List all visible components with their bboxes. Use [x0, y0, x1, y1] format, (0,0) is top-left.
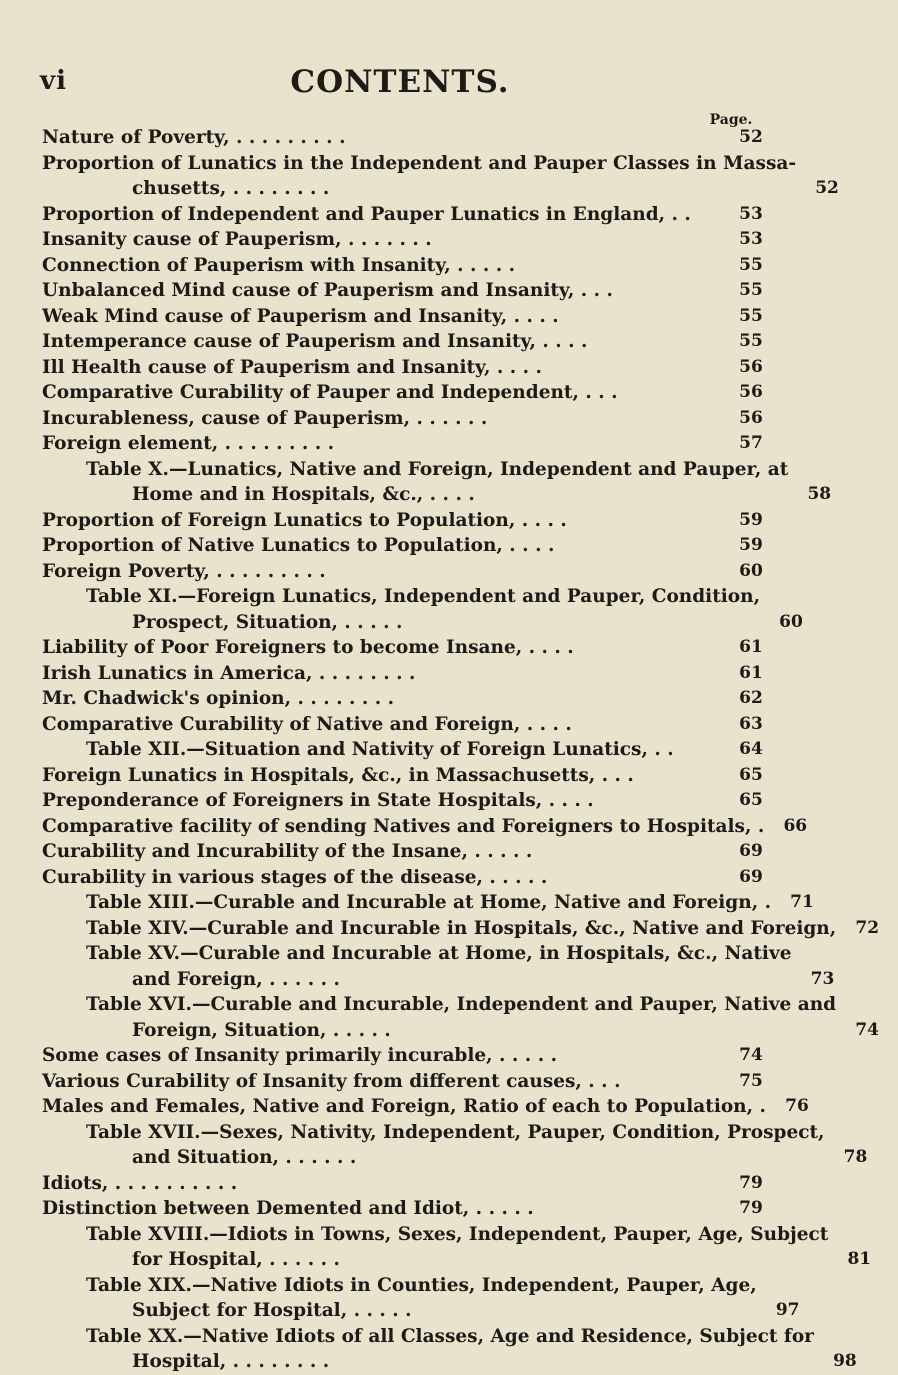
toc-entry-line: Proportion of Independent and Pauper Lunatics in England, . . — [42, 203, 691, 225]
toc-entry-title — [86, 890, 771, 916]
toc-entry-line: Curability and Incurability of the Insane, . . . . . — [42, 841, 533, 862]
toc-entry-line: Mr. Chadwick's opinion, . . . . . . . . — [42, 688, 395, 709]
toc-entry-title — [86, 916, 836, 942]
toc-entry-line: Incurableness, cause of Pauperism, . . . . . . — [42, 407, 488, 429]
toc-entry-line: Distinction between Demented and Idiot, . . . . . — [42, 1198, 534, 1219]
toc-entry-line: Connection of Pauperism with Insanity, . . . . . — [42, 254, 516, 276]
toc-entry-page: 65 — [739, 790, 763, 810]
toc-entry — [86, 457, 832, 508]
toc-entry-page: 55 — [739, 331, 763, 351]
toc-entry-line: Preponderance of Foreigners in State Hospitals, . . . . — [42, 790, 594, 811]
toc-entry-line: Males and Females, Native and Foreign, Ratio of each to Population, . — [42, 1096, 766, 1117]
toc-entry-page: 53 — [739, 203, 763, 224]
toc-entry-line: and Foreign, . . . . . . — [132, 968, 340, 990]
toc-entry-line: Irish Lunatics in America, . . . . . . . . — [42, 662, 416, 684]
toc-entry-line: Intemperance cause of Pauperism and Insanity, . . . . — [42, 331, 588, 352]
toc-entry-page: 53 — [739, 229, 763, 249]
toc-entry-line: Table XI.—Foreign Lunatics, Independent and Pauper, Condition, — [86, 586, 761, 607]
toc-entry-line: Table X.—Lunatics, Native and Foreign, Independent and Pauper, at — [86, 458, 789, 480]
toc-entry-line: Liability of Poor Foreigners to become Insane, . . . . — [42, 637, 574, 658]
toc-entry-title — [42, 253, 720, 279]
toc-entry — [42, 329, 782, 355]
toc-entry-title — [86, 737, 720, 763]
toc-entry-page: 74 — [739, 1045, 763, 1065]
toc-entry-title — [86, 1222, 828, 1273]
toc-entry-page: 58 — [807, 484, 832, 504]
page-number: vi — [40, 66, 67, 96]
toc-entry-line: Table XIII.—Curable and Incurable at Home, Native and Foreign, . — [86, 892, 772, 913]
toc-entry-title — [42, 1094, 766, 1120]
toc-entry — [86, 1273, 800, 1324]
toc-entry — [42, 788, 782, 814]
toc-entry-title — [86, 457, 788, 508]
toc-entry-title — [42, 533, 720, 559]
toc-entry-line: Table XII.—Situation and Nativity of Foreign Lunatics, . . — [86, 739, 674, 760]
toc-entry-page: 65 — [739, 764, 763, 785]
toc-entry-line: Various Curability of Insanity from different causes, . . . — [42, 1070, 621, 1092]
toc-entry — [42, 406, 782, 432]
toc-entry — [42, 661, 782, 687]
toc-entry-page: 56 — [739, 356, 763, 377]
toc-entry-line: Foreign Lunatics in Hospitals, &c., in Massachusetts, . . . — [42, 764, 634, 786]
toc-entry-line: Table XIV.—Curable and Incurable in Hospitals, &c., Native and Foreign, — [86, 917, 837, 939]
toc-entry — [86, 737, 782, 763]
toc-entry-line: Prospect, Situation, . . . . . — [132, 611, 403, 633]
toc-entry — [86, 890, 814, 916]
toc-entry-line: Comparative facility of sending Natives and Foreigners to Hospitals, . — [42, 815, 765, 837]
toc-entry — [42, 278, 782, 304]
toc-entry — [42, 1094, 809, 1120]
toc-entry — [42, 1196, 782, 1222]
toc-entry-page: 64 — [739, 739, 763, 759]
toc-entry-title — [42, 329, 720, 355]
toc-entry-line: Comparative Curability of Native and Foreign, . . . . — [42, 713, 572, 735]
toc-entry-page: 72 — [855, 917, 880, 938]
toc-entry-page: 57 — [739, 433, 763, 453]
toc-entry-title — [42, 661, 720, 687]
toc-entry-line: Proportion of Native Lunatics to Population, . . . . — [42, 535, 555, 556]
toc-entry-title — [42, 865, 720, 891]
toc-entry-page: 97 — [775, 1300, 800, 1320]
toc-entry-page: 79 — [739, 1172, 763, 1193]
toc-entry-line: Ill Health cause of Pauperism and Insanity, . . . . — [42, 356, 542, 378]
toc-entry-line: Proportion of Lunatics in the Independent and Pauper Classes in Massa- — [42, 152, 797, 174]
toc-entry-page: 69 — [739, 841, 763, 861]
toc-entry-line: Subject for Hospital, . . . . . — [132, 1300, 412, 1321]
toc-entry — [42, 151, 839, 202]
toc-entry — [42, 814, 808, 840]
toc-entry-line: Home and in Hospitals, &c., . . . . — [132, 484, 475, 505]
toc-entry-page: 55 — [739, 280, 763, 300]
toc-entry-page: 52 — [815, 178, 839, 198]
toc-entry — [42, 533, 782, 559]
toc-entry-page: 62 — [739, 688, 763, 708]
toc-entry-page: 69 — [739, 866, 763, 887]
toc-entry-line: Hospital, . . . . . . . . — [132, 1351, 330, 1372]
toc-entry-line: Table XIX.—Native Idiots in Counties, Independent, Pauper, Age, — [86, 1274, 757, 1296]
toc-entry-title — [86, 941, 791, 992]
toc-entry — [42, 202, 782, 228]
toc-entry-page: 60 — [779, 611, 803, 632]
toc-entry-line: Insanity cause of Pauperism, . . . . . . . — [42, 229, 432, 250]
toc-entry-title — [42, 712, 720, 738]
toc-entry — [42, 125, 782, 151]
toc-entry-title — [42, 227, 720, 253]
toc-entry-page: 75 — [739, 1070, 763, 1091]
toc-entry-title — [42, 763, 720, 789]
toc-entry — [42, 865, 782, 891]
toc-entry — [42, 712, 782, 738]
toc-entry-line: Table XV.—Curable and Incurable at Home, in Hospitals, &c., Native — [86, 943, 792, 964]
toc-entry — [42, 355, 782, 381]
toc-entry — [42, 227, 782, 253]
toc-entry-page: 56 — [739, 382, 763, 402]
toc-entry — [86, 584, 803, 635]
toc-entry — [42, 559, 782, 585]
toc-entry-title — [42, 1196, 720, 1222]
toc-entry — [86, 1120, 868, 1171]
toc-entry-line: Proportion of Foreign Lunatics to Population, . . . . — [42, 509, 567, 531]
toc-entry-title — [42, 406, 720, 432]
toc-entry-page: 74 — [855, 1019, 879, 1040]
contents-list — [42, 125, 880, 1375]
toc-entry-page: 73 — [810, 968, 835, 989]
toc-entry-line: Table XX.—Native Idiots of all Classes, Age and Residence, Subject for — [86, 1325, 814, 1347]
toc-entry — [86, 992, 879, 1043]
toc-entry-page: 56 — [739, 407, 763, 428]
toc-entry-line: Foreign, Situation, . . . . . — [132, 1019, 391, 1041]
toc-entry-line: Nature of Poverty, . . . . . . . . . — [42, 127, 346, 148]
toc-entry-line: Idiots, . . . . . . . . . . — [42, 1172, 238, 1194]
toc-entry-title — [42, 814, 764, 840]
toc-entry — [42, 1171, 782, 1197]
toc-entry — [42, 508, 782, 534]
toc-entry — [86, 1324, 857, 1375]
toc-entry-title — [42, 125, 720, 151]
toc-entry-line: chusetts, . . . . . . . . — [132, 178, 330, 199]
toc-entry-title — [42, 151, 796, 202]
toc-entry-line: Table XVIII.—Idiots in Towns, Sexes, Independent, Pauper, Age, Subject — [86, 1223, 829, 1245]
toc-entry-page: 60 — [739, 560, 763, 581]
toc-entry-page: 61 — [739, 637, 763, 657]
toc-entry-title — [42, 788, 720, 814]
toc-entry-page: 66 — [783, 815, 808, 836]
toc-entry-page: 61 — [739, 662, 763, 683]
toc-entry-title — [42, 202, 720, 228]
toc-entry-page: 52 — [739, 127, 763, 147]
toc-entry — [86, 1222, 872, 1273]
toc-entry-page: 98 — [833, 1351, 857, 1371]
toc-entry-title — [42, 355, 720, 381]
toc-entry-title — [42, 559, 720, 585]
toc-entry-page: 81 — [847, 1249, 872, 1269]
toc-entry-title — [42, 508, 720, 534]
toc-entry-title — [42, 304, 720, 330]
toc-entry-title — [86, 992, 836, 1043]
toc-entry-title — [42, 1069, 720, 1095]
toc-entry — [42, 1069, 782, 1095]
toc-entry-page: 55 — [739, 254, 763, 275]
toc-entry — [42, 253, 782, 279]
toc-entry-page: 71 — [790, 892, 814, 912]
toc-entry-title — [86, 1324, 814, 1375]
toc-entry-page: 79 — [739, 1198, 763, 1218]
toc-entry-title — [42, 380, 720, 406]
toc-entry-title — [86, 1273, 757, 1324]
toc-entry-page: 59 — [739, 535, 763, 555]
toc-entry-line: Comparative Curability of Pauper and Independent, . . . — [42, 382, 618, 403]
toc-entry-line: Unbalanced Mind cause of Pauperism and Insanity, . . . — [42, 280, 613, 301]
toc-entry-title — [42, 1043, 720, 1069]
toc-entry — [42, 1043, 782, 1069]
toc-entry-title — [86, 1120, 824, 1171]
toc-entry-title — [42, 839, 720, 865]
toc-entry-line: Curability in various stages of the disease, . . . . . — [42, 866, 548, 888]
toc-entry-line: Foreign element, . . . . . . . . . — [42, 433, 335, 454]
toc-entry — [86, 916, 880, 942]
toc-entry-title — [42, 431, 720, 457]
toc-entry-page: 76 — [785, 1096, 809, 1116]
toc-entry — [86, 941, 835, 992]
toc-entry-line: Some cases of Insanity primarily incurable, . . . . . — [42, 1045, 558, 1066]
page-title: CONTENTS. — [290, 64, 510, 100]
toc-entry-line: Foreign Poverty, . . . . . . . . . — [42, 560, 326, 582]
toc-entry-line: Weak Mind cause of Pauperism and Insanity, . . . . — [42, 305, 559, 327]
toc-entry-title — [42, 1171, 720, 1197]
toc-entry-title — [42, 635, 720, 661]
toc-entry — [42, 635, 782, 661]
toc-entry — [42, 763, 782, 789]
toc-entry — [42, 839, 782, 865]
toc-entry-line: and Situation, . . . . . . — [132, 1147, 357, 1168]
toc-entry — [42, 304, 782, 330]
toc-entry-page: 59 — [739, 509, 763, 530]
toc-entry — [42, 380, 782, 406]
toc-entry-page: 63 — [739, 713, 763, 734]
toc-entry — [42, 431, 782, 457]
toc-entry-page: 55 — [739, 305, 763, 326]
toc-entry-title — [42, 686, 720, 712]
toc-entry-title — [42, 278, 720, 304]
toc-entry-line: for Hospital, . . . . . . — [132, 1249, 340, 1270]
toc-entry — [42, 686, 782, 712]
toc-entry-line: Table XVI.—Curable and Incurable, Independent and Pauper, Native and — [86, 994, 837, 1015]
toc-entry-page: 78 — [843, 1147, 868, 1167]
toc-entry-title — [86, 584, 760, 635]
toc-entry-line: Table XVII.—Sexes, Nativity, Independent, Pauper, Condition, Prospect, — [86, 1121, 825, 1143]
page-column-label: Page. — [709, 112, 753, 128]
